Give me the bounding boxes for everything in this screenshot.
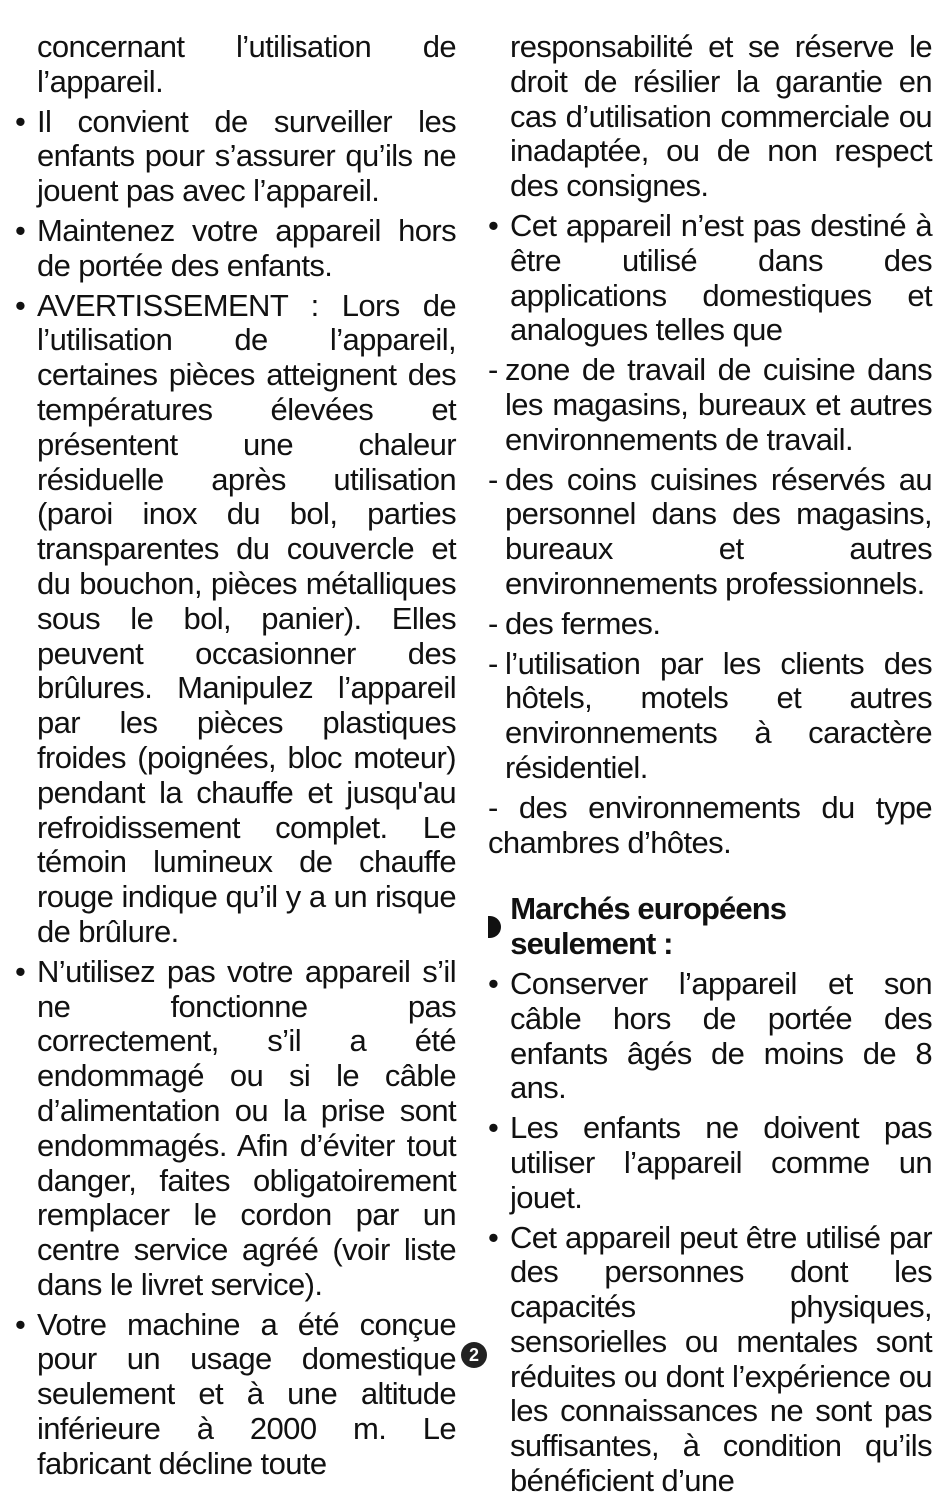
dash-icon: -	[488, 605, 498, 641]
dash-item	[488, 607, 932, 642]
intro-text: concernant l’utilisation de l’appareil.	[37, 29, 456, 99]
warning-item	[15, 289, 456, 950]
half-circle-icon	[488, 916, 501, 938]
dash-item-text: zone de travail de cuisine dans les magasins, bureaux et autres environnements de travail.	[505, 352, 932, 457]
bullet-icon: •	[15, 103, 26, 139]
section-heading	[488, 892, 932, 962]
list-item-text: N’utilisez pas votre appareil s’il ne fonctionne pas correctement, s’il a été endommagé ou si le câble d’alimentation ou la prise sont endommagés. Afin d’éviter tout danger, faites obligatoirement remplacer le cordon par un centre service agréé (voir liste dans le livret service).	[37, 953, 456, 1302]
dash-item	[488, 647, 932, 786]
bullet-icon: •	[488, 965, 499, 1001]
warning-text: AVERTISSEMENT : Lors de l’utilisation de l’appareil, certaines pièces atteignent des températures élevées et présentent une chaleur résiduelle après utilisation (paroi inox du bol, parties transparentes du couvercle et du bouchon, pièces métalliques sous le bol, panier). Elles peuvent occasionner des brûlures. Manipulez l’appareil par les pièces plastiques froides (poignées, bloc moteur) pendant la chauffe et jusqu'au refroidissement complet. Le témoin lumineux de chauffe rouge indique qu’il y a un risque de brûlure.	[37, 287, 456, 949]
dash-item	[488, 463, 932, 602]
dash-item-text: l’utilisation par les clients des hôtels, motels et autres environnements à caractère résidentiel.	[505, 645, 932, 785]
list-item	[488, 1111, 932, 1215]
list-item-text: Maintenez votre appareil hors de portée des enfants.	[37, 212, 456, 283]
list-item-text: Cet appareil n’est pas destiné à être utilisé dans des applications domestiques et analogues telles que	[510, 207, 932, 348]
list-item	[15, 1308, 456, 1482]
bullet-icon: •	[15, 287, 26, 323]
bullet-icon: •	[488, 207, 499, 243]
dash-icon: -	[488, 461, 498, 497]
list-item-text: Il convient de surveiller les enfants pour s’assurer qu’ils ne jouent pas avec l’appareil.	[37, 103, 456, 209]
dash-icon: -	[488, 352, 498, 388]
bullet-icon: •	[15, 1306, 26, 1342]
page-number: 2	[461, 1342, 487, 1368]
dash-item	[488, 353, 932, 457]
list-item	[15, 214, 456, 284]
dash-item-text: - des environnements du type chambres d’hôtes.	[488, 789, 932, 860]
list-item-text: Conserver l’appareil et son câble hors de portée des enfants âgés de moins de 8 ans.	[510, 965, 932, 1106]
bullet-icon: •	[488, 1219, 499, 1255]
left-column	[15, 30, 456, 1482]
dash-icon: -	[488, 645, 498, 681]
bullet-icon: •	[488, 1110, 499, 1146]
dash-item-text: des fermes.	[505, 605, 661, 641]
list-item	[15, 955, 456, 1303]
list-item-text: Votre machine a été conçue pour un usage domestique seulement et à une altitude inférieure à 2000 m. Le fabricant décline toute	[37, 1306, 456, 1481]
bullet-icon: •	[15, 953, 26, 989]
right-column	[488, 30, 932, 1499]
list-item	[488, 209, 932, 348]
continuation-text: responsabilité et se réserve le droit de résilier la garantie en cas d’utilisation commerciale ou inadaptée, ou de non respect des consignes.	[510, 29, 932, 204]
dash-item-text: des coins cuisines réservés au personnel dans des magasins, bureaux et autres environnements professionnels.	[505, 461, 932, 601]
bullet-icon: •	[15, 212, 26, 248]
list-item	[488, 967, 932, 1106]
list-item-text: Les enfants ne doivent pas utiliser l’appareil comme un jouet.	[510, 1110, 932, 1215]
section-heading-text: Marchés européens seulement :	[510, 891, 787, 962]
list-item-text: Cet appareil peut être utilisé par des personnes dont les capacités physiques, sensorielles ou mentales sont réduites ou dont l’expérience ou les connaissances ne sont pas suffisantes, à condition qu’ils bénéficient d’une	[510, 1219, 932, 1499]
list-item	[488, 1221, 932, 1499]
list-item	[15, 105, 456, 209]
